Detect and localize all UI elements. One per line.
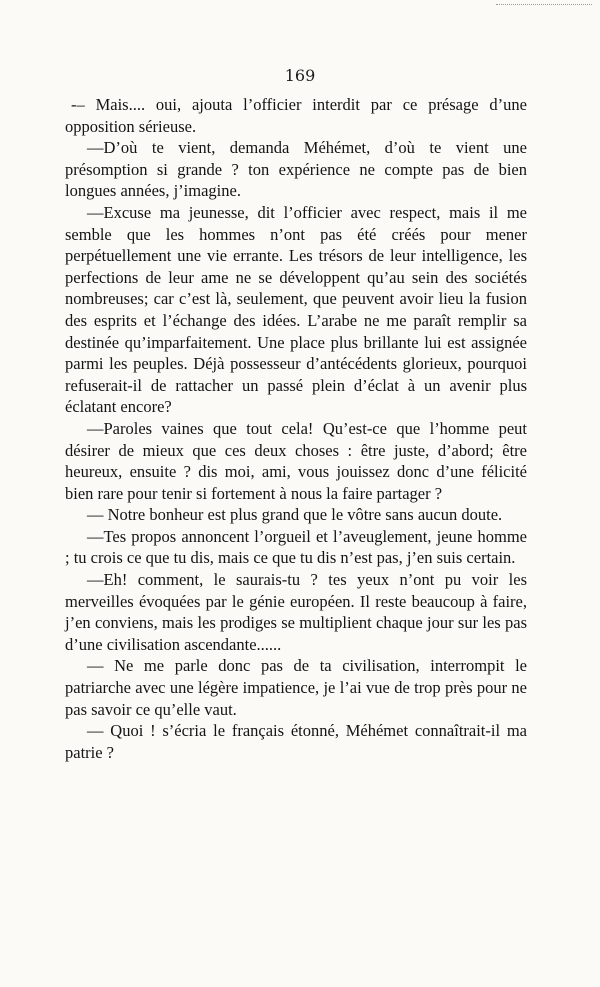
paragraph: -– Mais.... oui, ajouta l’officier interdit par ce présage d’une opposition sérieuse. bbox=[65, 95, 527, 136]
paragraph: —Excuse ma jeunesse, dit l’officier avec respect, mais il me semble que les hommes n’ont pas été créés pour mener perpétuellement une vie errante. Les trésors de leur intelligence, les perfections de leur ame ne se développent qu’au sein des sociétés nombreuses; car c’est là, seulement, que peuvent avoir lieu la fusion des esprits et l’échange des idées. L’arabe ne me paraît remplir sa destinée qu’imparfaitement. Une place plus brillante lui est assignée parmi les peuples. Déjà possesseur d’antécédents glorieux, pourquoi refuserait-il de rattacher un passé plein d’éclat à un avenir plus éclatant encore? bbox=[65, 202, 527, 417]
paragraph: — Notre bonheur est plus grand que le vôtre sans aucun doute. bbox=[87, 505, 503, 525]
paragraph: — Ne me parle donc pas de ta civilisation, interrompit le patriarche avec une légère impatience, je l’ai vue de trop près pour ne pas savoir ce qu’elle vaut. bbox=[65, 656, 527, 719]
paragraph: —Paroles vaines que tout cela! Qu’est-ce que l’homme peut désirer de mieux que ces deux choses : être juste, d’abord; être heureux, ensuite ? dis moi, ami, vous jouissez donc d’une félicité bien rare pour tenir si fortement à nous la faire partager ? bbox=[65, 418, 527, 503]
paragraph: —Eh! comment, le saurais-tu ? tes yeux n’ont pu voir les merveilles évoquées par le génie européen. Il reste beaucoup à faire, j’en conviens, mais les prodiges se multiplient chaque jour sur les pas d’une civilisation ascendante...... bbox=[65, 570, 527, 654]
paragraph: — Quoi ! s’écria le français étonné, Méhémet connaîtrait-il ma patrie ? bbox=[65, 721, 527, 762]
page-number: 169 bbox=[284, 66, 316, 85]
paragraph: —Tes propos annoncent l’orgueil et l’aveuglement, jeune homme ; tu crois ce que tu dis, mais ce que tu dis n’est pas, j’en suis certain. bbox=[65, 526, 527, 568]
paragraph: —D’où te vient, demanda Méhémet, d’où te vient une présomption si grande ? ton expérience ne compte pas de bien longues années, j’imagine. bbox=[65, 138, 527, 201]
body-text bbox=[65, 94, 527, 763]
